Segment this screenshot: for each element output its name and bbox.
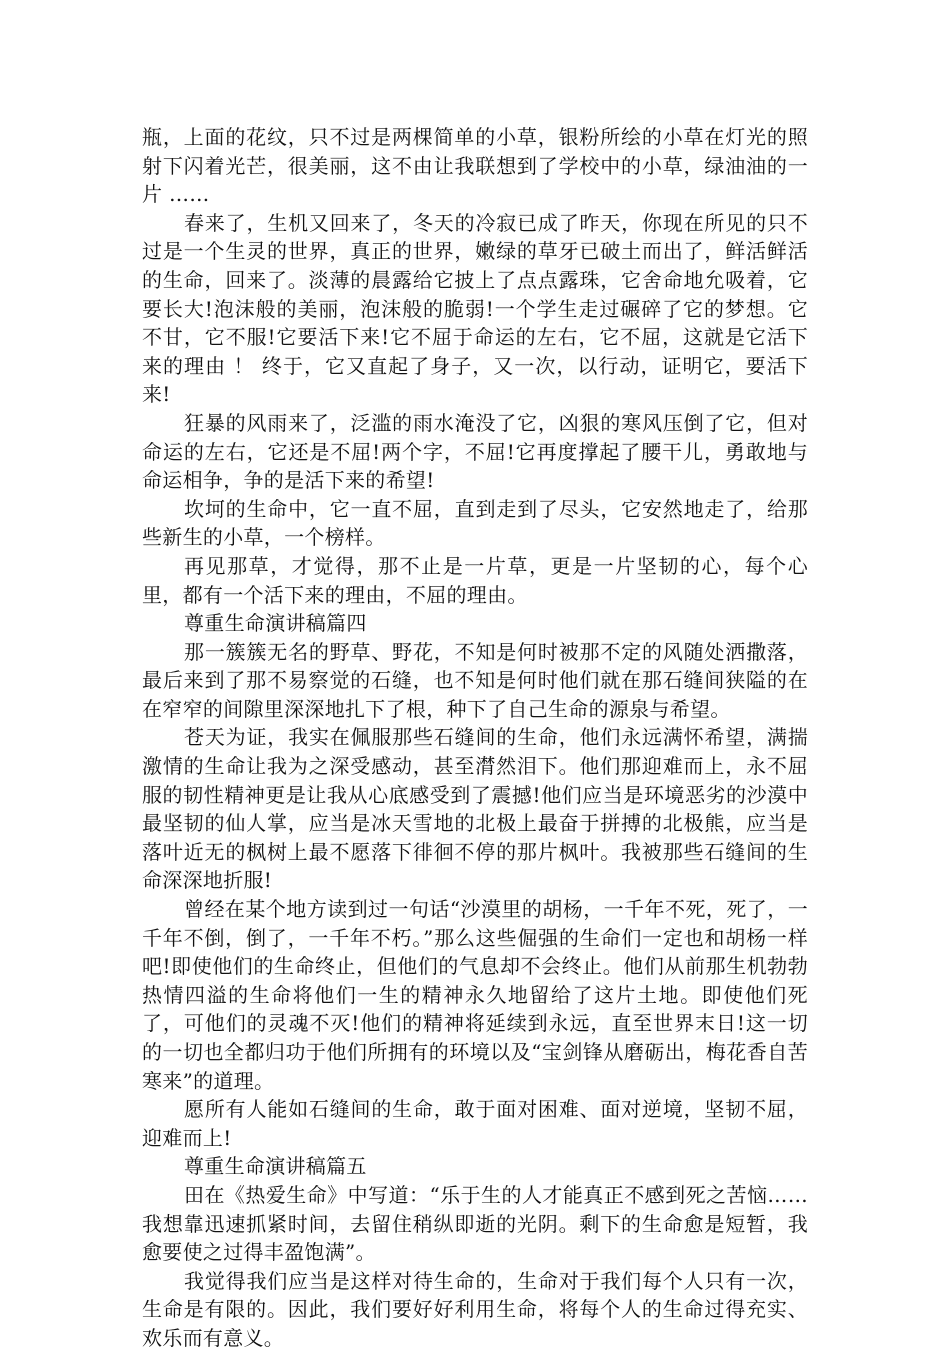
paragraph-farewell: 再见那草，才觉得，那不止是一片草，更是一片坚韧的心，每个心里，都有一个活下来的理由，不屈的理由。	[142, 553, 808, 607]
paragraph-wish: 愿所有人能如石缝间的生命，敢于面对困难、面对逆境，坚韧不屈，迎难而上!	[142, 1097, 808, 1150]
paragraph-storm: 狂暴的风雨来了，泛滥的雨水淹没了它，凶狠的寒风压倒了它，但对命运的左右，它还是不屈!两个字，不屈!它再度撑起了腰干儿，勇敢地与命运相争，争的是活下来的希望!	[142, 410, 808, 493]
paragraph-conclusion: 我觉得我们应当是这样对待生命的，生命对于我们每个人只有一次，生命是有限的。因此，我们要好好利用生命，将每个人的生命过得充实、欢乐而有意义。	[142, 1268, 808, 1350]
paragraph-wild-grass: 那一簇簇无名的野草、野花，不知是何时被那不定的风随处洒撒落，最后来到了那不易察觉的石缝，也不知是何时他们就在那石缝间狭隘的在在窄窄的间隙里深深地扎下了根，种下了自己生命的源泉与希望。	[142, 639, 808, 721]
paragraph-quote: 田在《热爱生命》中写道：“乐于生的人才能真正不感到死之苦恼……我想靠迅速抓紧时间，去留住稍纵即逝的光阴。剩下的生命愈是短暂，我愈要使之过得丰盈饱满”。	[142, 1182, 808, 1265]
section-heading-four: 尊重生命演讲稿篇四	[184, 611, 367, 636]
paragraph-continuation: 瓶，上面的花纹，只不过是两棵简单的小草，银粉所绘的小草在灯光的照射下闪着光芒，很美丽，这不由让我联想到了学校中的小草，绿油油的一片 ……	[142, 125, 808, 207]
paragraph-admiration: 苍天为证，我实在佩服那些石缝间的生命，他们永远满怀希望，满揣激情的生命让我为之深受感动，甚至潸然泪下。他们那迎难而上，永不屈服的韧性精神更是让我从心底感受到了震撼!他们应当是环境恶劣的沙漠中最坚韧的仙人掌，应当是冰天雪地的北极上最奋于拼搏的北极熊，应当是落叶近无的枫树上最不愿落下徘徊不停的那片枫叶。我被那些石缝间的生命深深地折服!	[142, 725, 808, 893]
document-page	[142, 123, 808, 1353]
paragraph-end-of-life: 坎坷的生命中，它一直不屈，直到走到了尽头，它安然地走了，给那些新生的小草，一个榜样。	[142, 496, 808, 550]
paragraph-populus: 曾经在某个地方读到过一句话“沙漠里的胡杨，一千年不死，死了，一千年不倒，倒了，一千年不朽。”那么这些倔强的生命们一定也和胡杨一样吧!即使他们的生命终止，但他们的气息却不会终止。他们从前那生机勃勃热情四溢的生命将他们一生的精神永久地留给了这片土地。即使他们死了，可他们的灵魂不灭!他们的精神将延续到永远，直至世界末日!这一切的一切也全都归功于他们所拥有的环境以及“宝剑锋从磨砺出，梅花香自苦寒来”的道理。	[142, 897, 808, 1093]
paragraph-spring: 春来了，生机又回来了，冬天的冷寂已成了昨天，你现在所见的只不过是一个生灵的世界，真正的世界，嫩绿的草牙已破土而出了，鲜活鲜活的生命，回来了。淡薄的晨露给它披上了点点露珠，它舍命地允吸着，它要长大!泡沫般的美丽，泡沫般的脆弱!一个学生走过碾碎了它的梦想。它不甘，它不服!它要活下来!它不屈于命运的左右，它不屈，这就是它活下来的理由 ！ 终于，它又直起了身子，又一次，以行动，证明它，要活下来!	[142, 210, 808, 407]
section-heading-five: 尊重生命演讲稿篇五	[184, 1154, 367, 1179]
